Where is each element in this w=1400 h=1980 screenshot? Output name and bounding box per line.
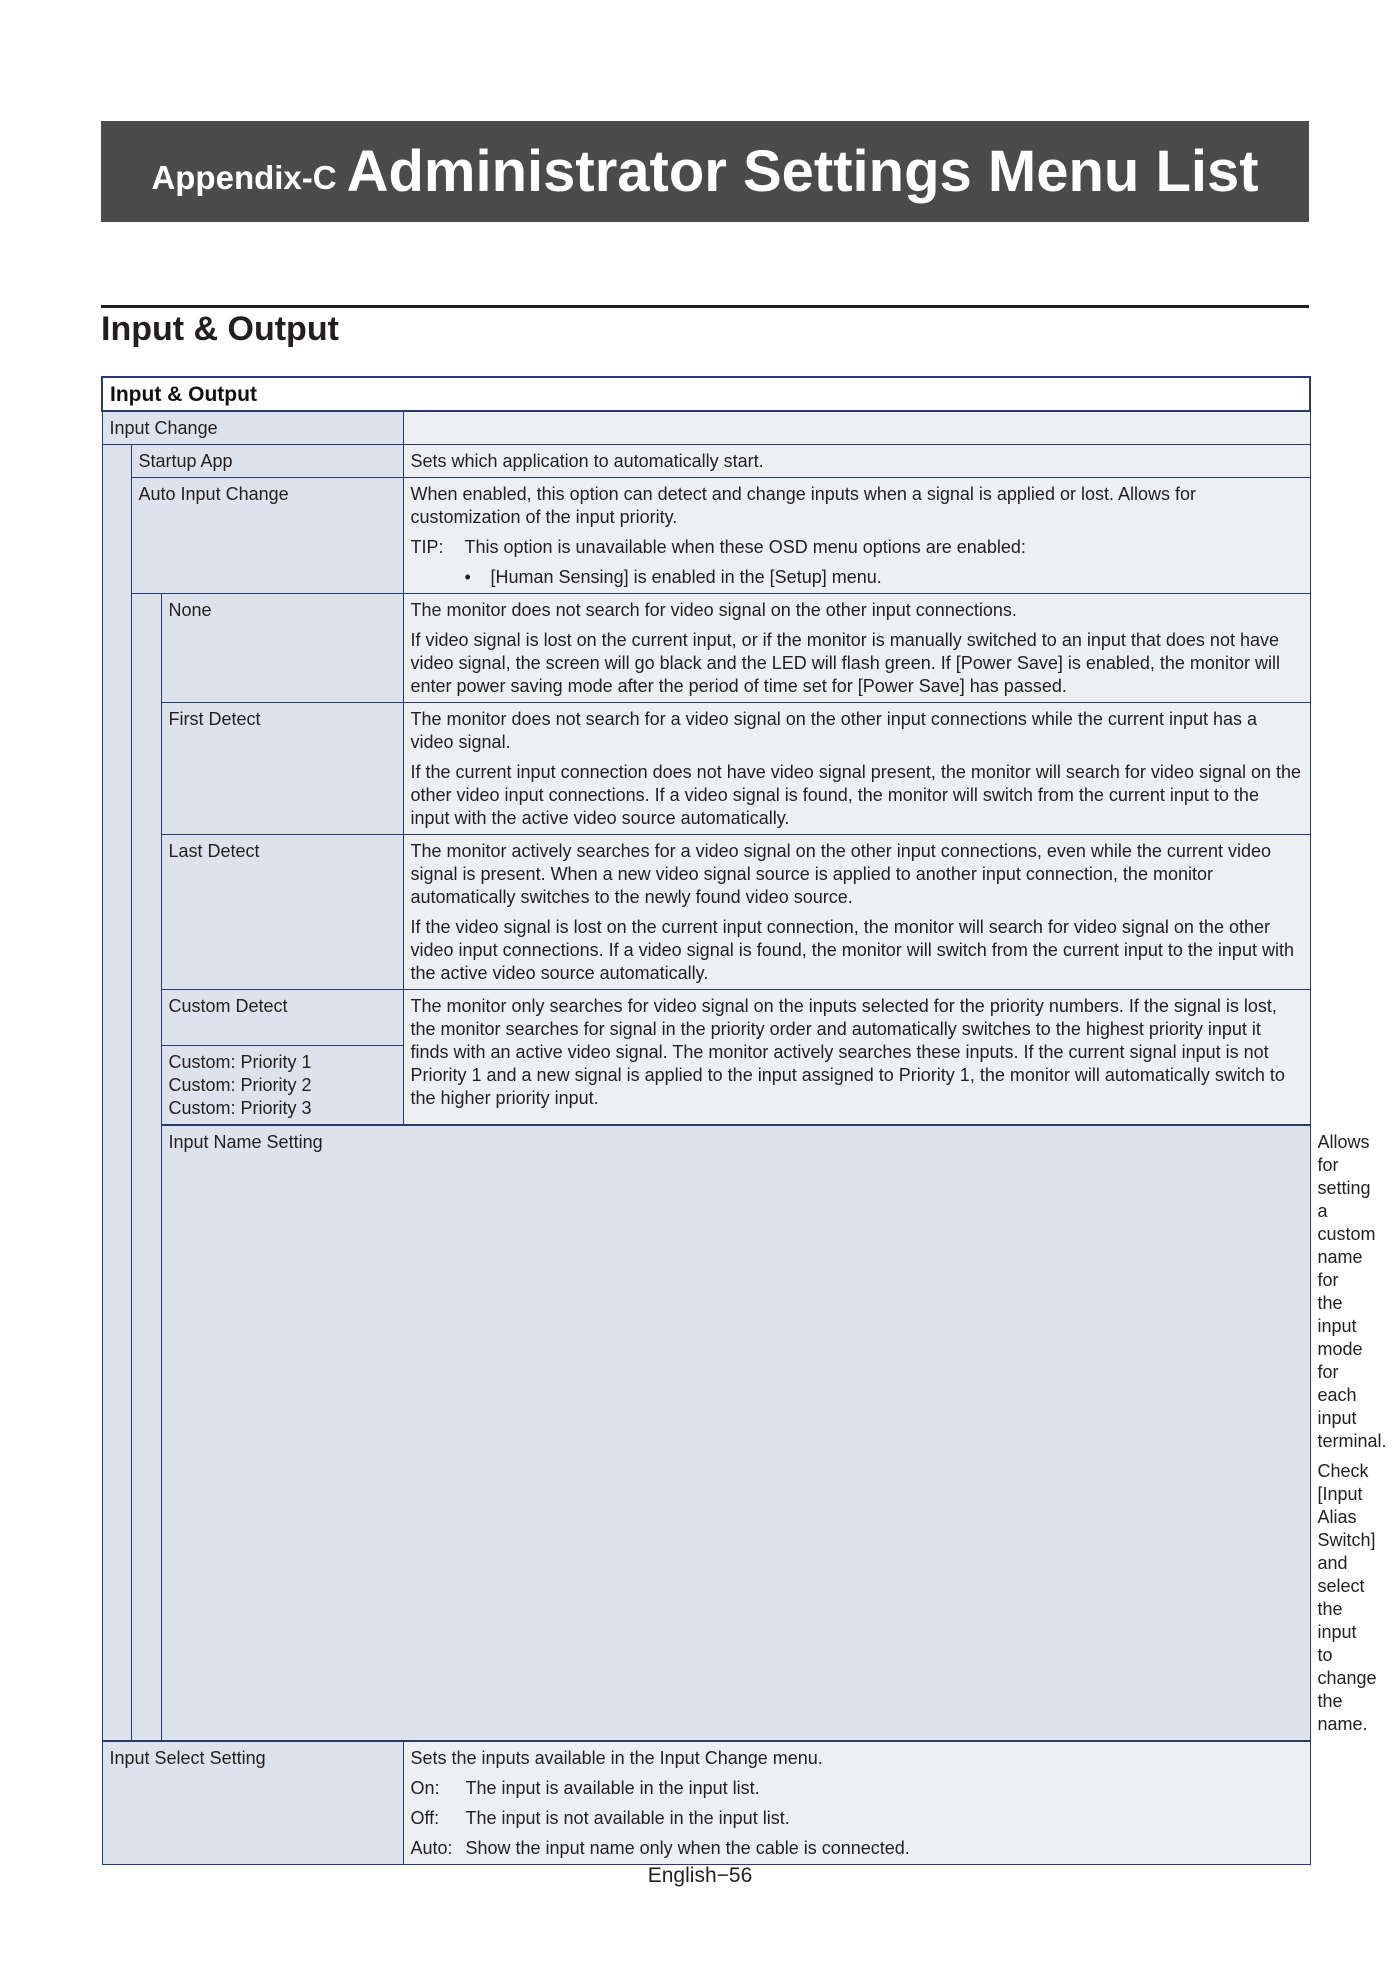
bullet-text: [Human Sensing] is enabled in the [Setup] menu.: [490, 567, 882, 587]
tip-key: TIP:: [410, 537, 444, 557]
bullet-icon: •: [464, 567, 471, 587]
table-row: [102, 990, 1310, 1046]
tip-bullet: [411, 566, 1303, 589]
auto-input-change-label: Auto Input Change: [131, 478, 403, 594]
none-desc-p2: If video signal is lost on the current input, or if the monitor is manually switched to an input that does not have video signal, the screen will go black and the LED will flash green. If [Power Save] is enabled, the monitor will enter power saving mode after the period of time set for [Power Save] has passed.: [410, 630, 1280, 696]
first-detect-desc-p2: If the current input connection does not have video signal present, the monitor will search for video signal on the other video input connections. If a video signal is found, the monitor will switch from the current input to the input with the active video source automatically.: [410, 762, 1302, 828]
table-row: [102, 445, 1310, 478]
custom-priority-2: Custom: Priority 2: [168, 1075, 312, 1095]
table-row: Input Name Setting Allows for setting a custom name for the input mode for each input terminal. Check [Input Alias Switch] and select the input to change the name.: [102, 1125, 1310, 1741]
last-detect-desc-p1: The monitor actively searches for a video signal on the other input connections, even while the current video signal is present. When a new video signal source is applied to another input connection, the monitor automatically switches to the newly found video source.: [410, 841, 1271, 907]
table-header: Input & Output: [102, 377, 1310, 411]
tip-text: This option is unavailable when these OSD menu options are enabled:: [464, 537, 1026, 557]
auto-input-change-desc: [403, 478, 1310, 594]
table-row: [102, 1741, 1310, 1865]
appendix-label: Appendix-C: [151, 158, 337, 196]
option-text: Show the input name only when the cable is connected.: [465, 1837, 910, 1858]
table-row: [102, 835, 1310, 990]
option-auto: [411, 1837, 1303, 1860]
input-select-setting-desc: [403, 1741, 1310, 1865]
tip-note: [411, 536, 1303, 559]
none-desc-p1: The monitor does not search for video signal on the other input connections.: [410, 600, 1017, 620]
last-detect-desc: [403, 835, 1310, 990]
option-text: The input is available in the input list.: [465, 1777, 760, 1798]
custom-priority-3: Custom: Priority 3: [168, 1098, 312, 1118]
first-detect-desc-p1: The monitor does not search for a video signal on the other input connections while the current input has a video signal.: [410, 709, 1258, 752]
first-detect-desc: [403, 703, 1310, 835]
first-detect-label: First Detect: [161, 703, 403, 835]
none-desc: [403, 594, 1310, 703]
table-header-row: [102, 377, 1310, 411]
settings-table: [101, 376, 1387, 1865]
startup-app-label: Startup App: [131, 445, 403, 478]
custom-detect-desc: The monitor only searches for video signal on the inputs selected for the priority numbers. If the signal is lost, the monitor searches for signal in the priority order and automatically switches to the highest priority input it finds with an active video signal. The monitor actively searches these inputs. If the current signal input is not Priority 1 and a new signal is applied to the input assigned to Priority 1, the monitor will automatically switch to the higher priority input.: [403, 990, 1310, 1126]
table-row: [102, 478, 1310, 594]
option-key: On:: [410, 1777, 440, 1798]
custom-detect-label: Custom Detect: [161, 990, 403, 1046]
option-off: [411, 1807, 1303, 1830]
option-key: Off:: [410, 1807, 440, 1828]
appendix-banner: [101, 121, 1309, 222]
option-key: Auto:: [410, 1837, 453, 1858]
option-text: The input is not available in the input list.: [465, 1807, 790, 1828]
input-select-setting-p1: Sets the inputs available in the Input Change menu.: [410, 1747, 823, 1768]
input-name-setting-label: Input Name Setting: [161, 1125, 1310, 1741]
page-title: Administrator Settings Menu List: [346, 139, 1259, 204]
input-select-setting-label: Input Select Setting: [102, 1741, 403, 1865]
table-row: [102, 594, 1310, 703]
input-change-desc: [403, 411, 1310, 445]
custom-priority-1: Custom: Priority 1: [168, 1052, 312, 1072]
table-row: [102, 703, 1310, 835]
indent-cell: [131, 594, 161, 1741]
option-on: [411, 1777, 1303, 1800]
last-detect-label: Last Detect: [161, 835, 403, 990]
startup-app-desc: Sets which application to automatically start.: [403, 445, 1310, 478]
section-title: Input & Output: [101, 310, 339, 348]
indent-cell: [102, 445, 131, 1741]
auto-input-change-text: When enabled, this option can detect and change inputs when a signal is applied or lost. Allows for customization of the input priority.: [410, 484, 1196, 527]
input-change-label: Input Change: [102, 411, 403, 445]
none-label: None: [161, 594, 403, 703]
table-row: [102, 411, 1310, 445]
last-detect-desc-p2: If the video signal is lost on the current input connection, the monitor will search for video signal on the other video input connections. If a video signal is found, the monitor will switch from the current input to the input with the active video source automatically.: [410, 917, 1294, 983]
page-number: English−56: [647, 1864, 753, 1887]
custom-priority-labels: [161, 1046, 403, 1126]
